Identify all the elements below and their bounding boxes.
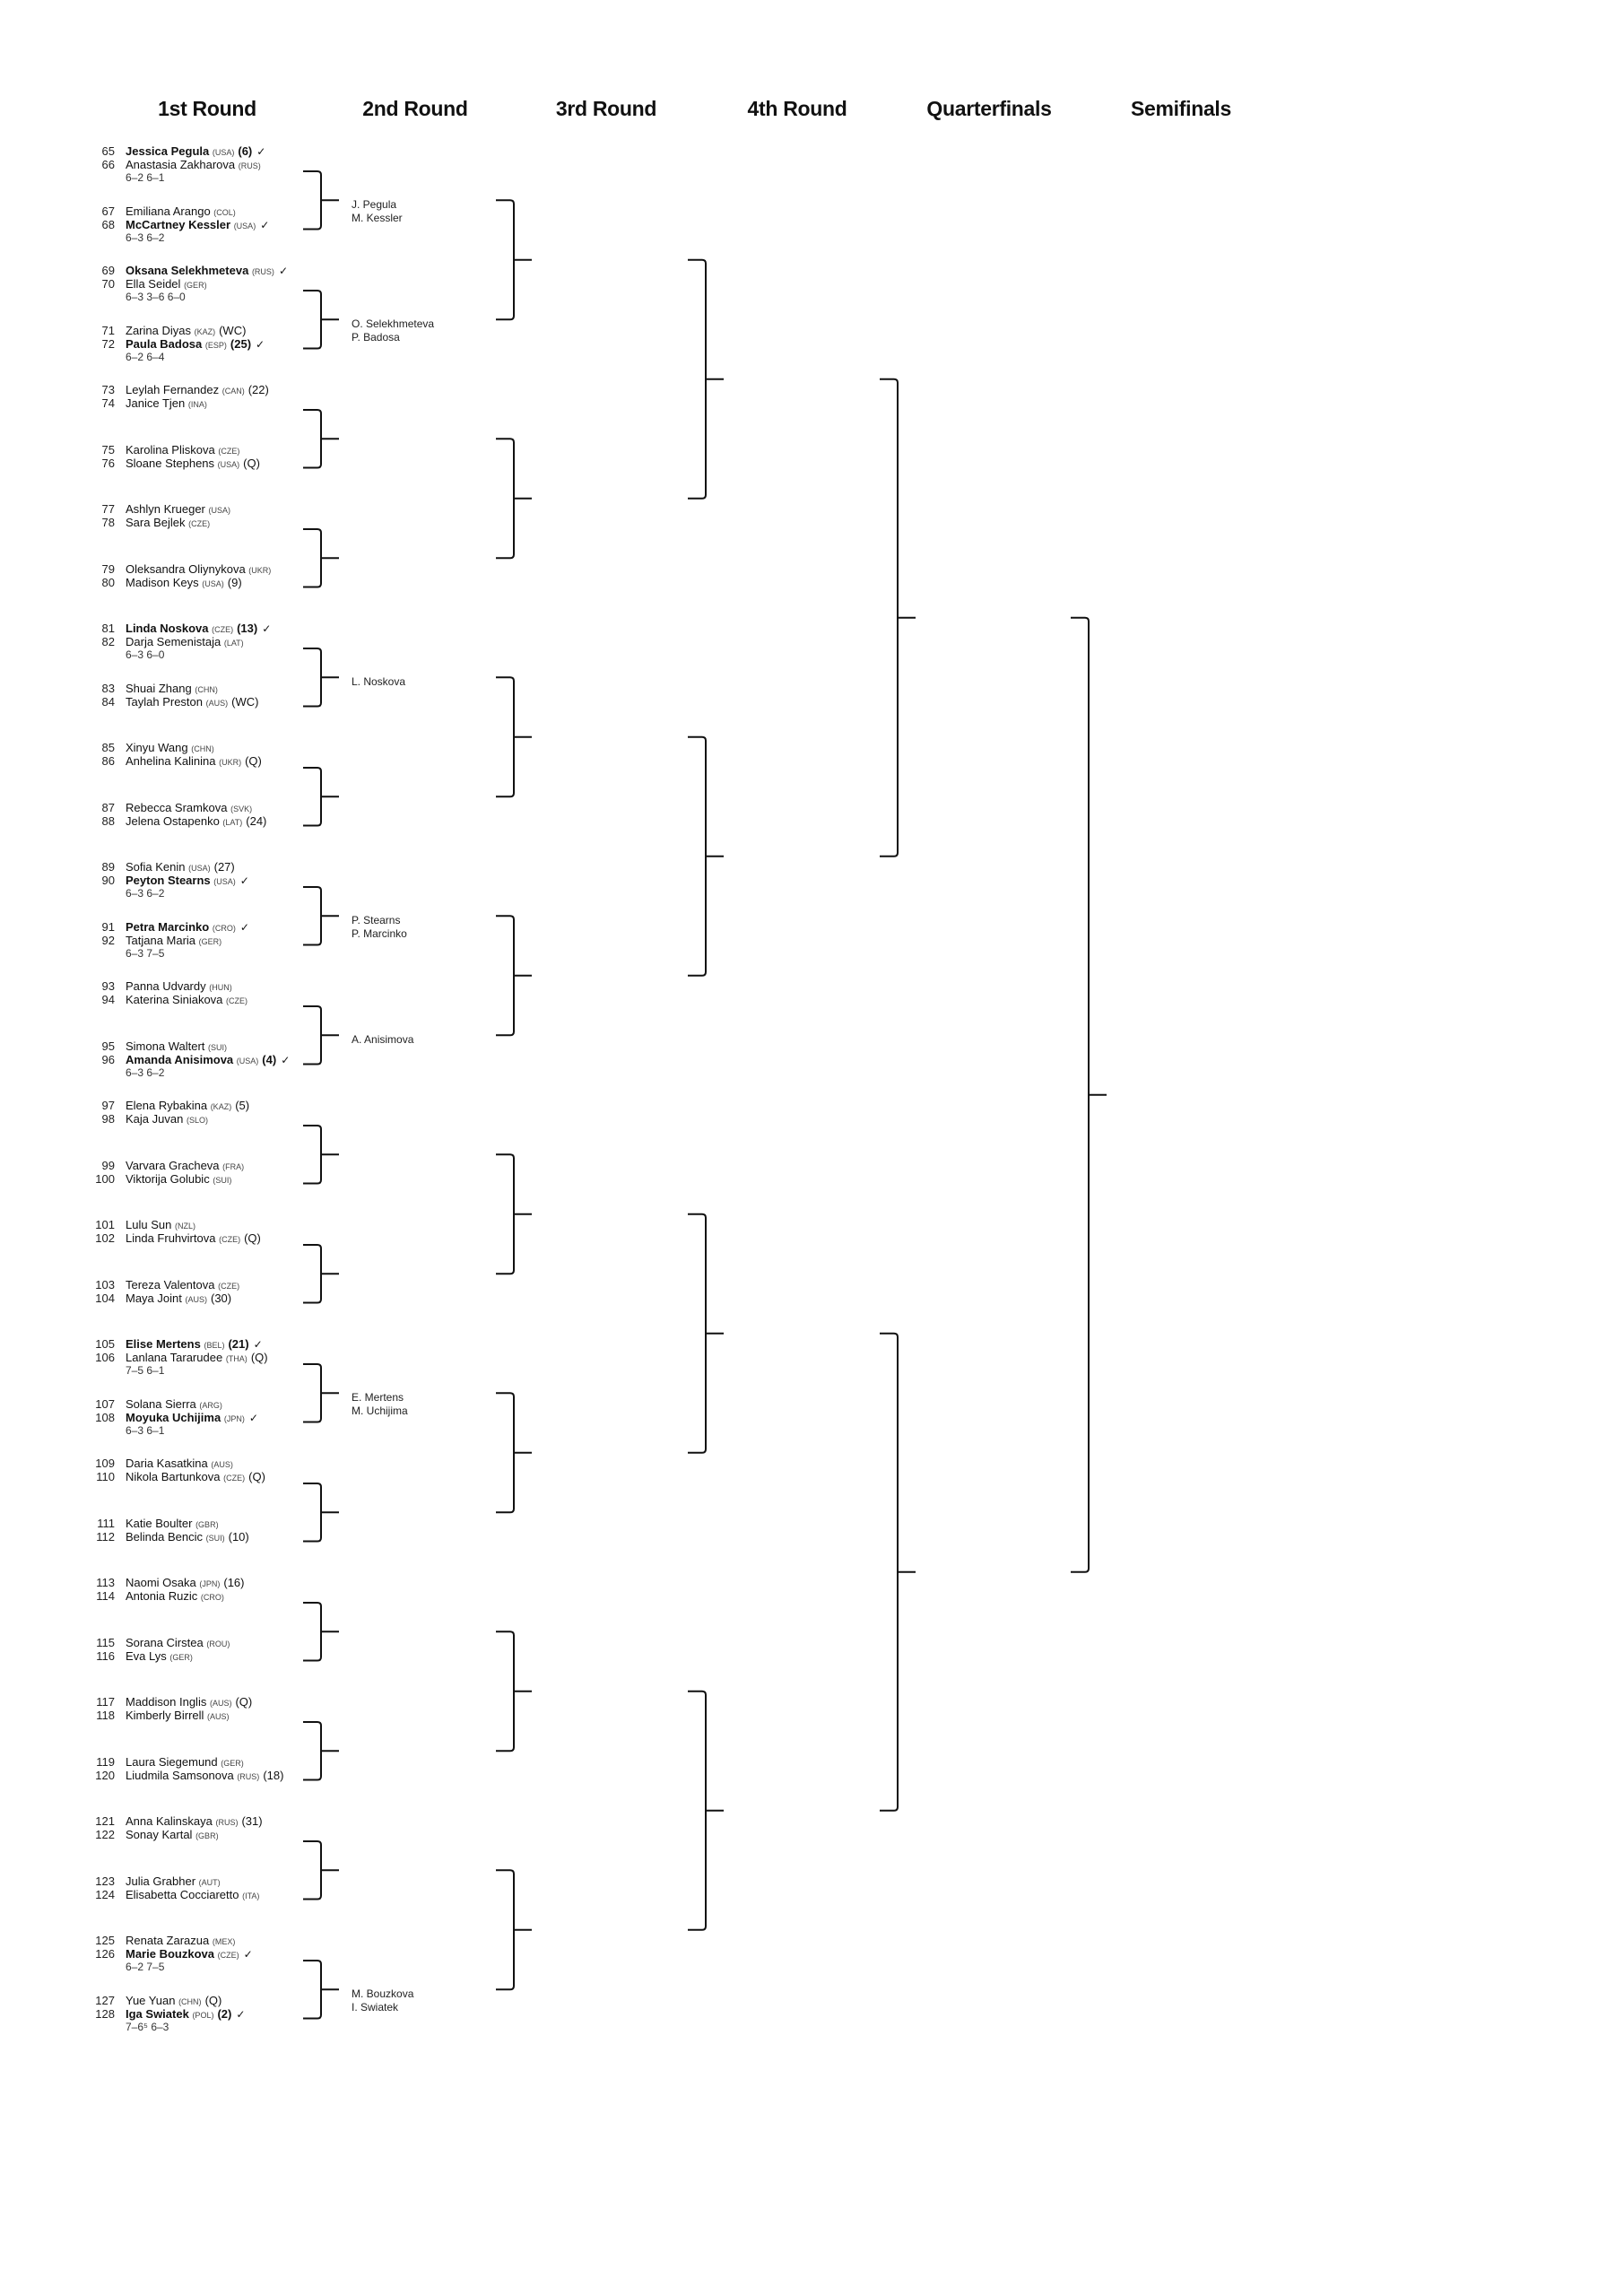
country-code: (GER) [198,936,222,946]
country-code: (USA) [208,506,231,515]
bracket-connector-r1-3 [303,410,339,468]
draw-number: 113 [96,1576,115,1589]
country-code: (AUS) [205,698,229,708]
draw-number: 127 [95,1993,115,2007]
country-code: (JPN) [223,1413,245,1423]
bracket-connector-r1-11 [303,1364,339,1422]
bracket-connector-r1-6 [303,768,339,826]
draw-number: 95 [101,1039,115,1053]
player-name-text: Oleksandra Oliynykova [126,561,246,576]
country-code: (AUS) [207,1712,230,1721]
draw-number: 124 [95,1887,115,1901]
seed-tag: (30) [211,1291,232,1305]
player-name-text: Maya Joint [126,1291,182,1305]
country-code: (SLO) [186,1116,208,1125]
bracket-connector-r3-1 [688,260,724,499]
round-header: 3rd Round [555,97,657,120]
player-name-text: Kimberly Birrell [126,1709,204,1722]
country-code: (RUS) [238,161,261,170]
country-code: (KAZ) [210,1102,232,1111]
player-name-text: Elisabetta Cocciaretto [126,1887,239,1901]
advancer-name: A. Anisimova [352,1032,414,1046]
country-code: (CZE) [219,1235,241,1244]
country-code: (ESP) [204,340,227,350]
draw-number: 71 [101,323,115,337]
advancer-name: L. Noskova [352,674,406,688]
country-code: (AUS) [185,1294,207,1304]
player-name-text: Xinyu Wang [126,741,188,754]
bracket-connector-r3-3 [688,1214,724,1453]
seed-tag: (2) [217,2006,232,2021]
seed-tag: (Q) [204,1993,222,2007]
draw-number: 112 [96,1529,115,1544]
player-name-text: Belinda Bencic [126,1529,203,1544]
draw-number: 126 [95,1947,115,1961]
match-score: 6–2 7–5 [126,1961,165,1973]
country-code: (CZE) [212,625,234,634]
bracket-connector-r2-1 [496,200,532,319]
country-code: (AUT) [198,1877,221,1887]
match-score: 6–3 6–2 [126,887,165,900]
draw-number: 105 [95,1337,115,1351]
draw-number: 125 [95,1934,115,1947]
match-score: 6–3 7–5 [126,946,165,960]
draw-number: 128 [95,2006,115,2021]
match-score: 6–3 6–0 [126,648,165,661]
draw-number: 80 [101,575,115,589]
country-code: (ARG) [199,1400,222,1410]
country-code: (CZE) [218,446,240,456]
draw-number: 94 [101,993,115,1006]
winner-check-icon: ✓ [239,920,249,934]
round-header: 4th Round [747,97,847,120]
country-code: (CZE) [218,1281,240,1291]
round-header: Semifinals [1130,97,1232,120]
player-name-text: Jelena Ostapenko [126,813,220,828]
player-name-text: Iga Swiatek [126,2006,189,2021]
player-name-text: Shuai Zhang [126,681,192,695]
seed-tag: (6) [238,144,253,158]
player-name-text: Amanda Anisimova [126,1052,234,1066]
draw-number: 65 [101,144,115,158]
seed-tag: (9) [227,575,242,589]
country-code: (CZE) [226,996,248,1005]
bracket-connector-r2-2 [496,439,532,558]
player-name-text: Ashlyn Krueger [126,502,205,516]
draw-number: 108 [95,1410,115,1424]
country-code: (CHN) [191,744,214,753]
bracket-connector-r3-2 [688,737,724,976]
country-code: (RUS) [251,267,274,276]
draw-number: 92 [101,933,115,947]
country-code: (KAZ) [194,326,216,336]
player-name-text: Petra Marcinko [126,919,210,934]
player-name-text: Oksana Selekhmeteva [126,264,249,277]
advancer-name: E. Mertens [352,1390,404,1404]
seed-tag: (22) [248,383,269,396]
country-code: (AUS) [211,1460,233,1469]
bracket-connector-r5-1 [1071,618,1107,1572]
country-code: (SUI) [205,1533,225,1543]
player-name-text: Lanlana Tararudee [126,1351,223,1364]
player-name-text: Sara Bejlek [126,516,186,529]
draw-number: 68 [101,217,115,231]
country-code: (LAT) [222,817,243,827]
draw-number: 69 [101,264,115,277]
seed-tag: (WC) [219,323,247,337]
draw-number: 107 [95,1396,115,1411]
draw-number: 104 [95,1291,115,1305]
bracket-connector-r2-7 [496,1631,532,1751]
country-code: (GBR) [195,1519,219,1529]
winner-check-icon: ✓ [253,1338,263,1351]
player-name-text: Jessica Pegula [126,144,210,158]
country-code: (FRA) [222,1161,245,1171]
winner-check-icon: ✓ [260,218,270,231]
country-code: (CZE) [188,519,211,528]
seed-tag: (21) [228,1337,249,1351]
draw-number: 101 [95,1218,115,1231]
country-code: (INA) [187,400,207,409]
winner-check-icon: ✓ [281,1053,291,1066]
draw-number: 117 [96,1695,115,1709]
player-name-text: Julia Grabher [126,1874,196,1888]
advancer-name: P. Marcinko [352,926,407,940]
country-code: (CHN) [195,684,218,694]
draw-number: 116 [96,1648,115,1663]
country-code: (GER) [184,281,207,290]
draw-number: 67 [101,204,115,218]
bracket-connector-r1-7 [303,887,339,945]
draw-number: 70 [101,277,115,291]
draw-number: 96 [101,1052,115,1066]
player-name-text: Renata Zarazua [126,1934,210,1947]
player-name-text: Laura Siegemund [126,1754,218,1769]
draw-number: 82 [101,635,115,648]
draw-number: 84 [101,694,115,709]
player-name-text: Tatjana Maria [126,933,196,947]
seed-tag: (Q) [235,1695,253,1709]
country-code: (CRO) [200,1593,224,1602]
seed-tag: (5) [235,1099,250,1112]
draw-number: 103 [95,1277,115,1292]
player-name-text: Nikola Bartunkova [126,1470,221,1483]
bracket-connector-r1-2 [303,291,339,349]
country-code: (HUN) [209,983,232,992]
country-code: (AUS) [209,1699,232,1708]
player-name-text: Zarina Diyas [126,323,191,337]
country-code: (POL) [192,2010,214,2020]
country-code: (LAT) [223,639,244,648]
country-code: (CRO) [212,923,236,933]
country-code: (GER) [169,1652,193,1662]
country-code: (RUS) [215,1818,239,1827]
bracket-connector-r1-9 [303,1126,339,1184]
player-name-text: Elise Mertens [126,1337,201,1351]
player-name-text: Simona Waltert [126,1039,205,1053]
player-name-text: Emiliana Arango [126,204,211,218]
bracket-connector-r1-4 [303,529,339,587]
seed-tag: (31) [241,1814,263,1828]
country-code: (THA) [225,1354,248,1363]
winner-check-icon: ✓ [278,265,288,277]
player-name-text: Rebecca Sramkova [126,800,228,814]
seed-tag: (Q) [250,1351,268,1364]
player-name-text: Peyton Stearns [126,874,211,887]
winner-check-icon: ✓ [256,337,265,351]
bracket-connector-r1-14 [303,1722,339,1780]
draw-number: 81 [101,622,115,635]
draw-number: 106 [95,1351,115,1364]
bracket-connector-r3-4 [688,1692,724,1930]
advancer-name: P. Badosa [352,330,400,344]
country-code: (ITA) [242,1891,260,1900]
draw-number: 79 [101,561,115,576]
country-code: (USA) [212,148,235,157]
draw-number: 120 [95,1768,115,1782]
draw-number: 119 [96,1754,115,1769]
player-name-text: Paula Badosa [126,336,203,351]
country-code: (GBR) [195,1831,219,1840]
draw-number: 86 [101,754,115,768]
draw-number: 87 [101,800,115,814]
match-score: 6–3 6–1 [126,1423,165,1437]
country-code: (CHN) [178,1996,202,2006]
player-name-text: Panna Udvardy [126,979,206,993]
match-score: 6–2 6–1 [126,171,165,184]
draw-number: 85 [101,741,115,754]
country-code: (JPN) [199,1579,221,1588]
draw-number: 110 [96,1470,115,1483]
round-header: Quarterfinals [926,97,1052,120]
player-name-text: Eva Lys [126,1648,167,1663]
draw-number: 88 [101,813,115,828]
player-name-text: Antonia Ruzic [126,1589,198,1603]
player-name-text: Leylah Fernandez [126,383,220,396]
seed-tag: (27) [213,860,235,874]
draw-number: 91 [101,919,115,934]
bracket-connector-r1-5 [303,648,339,707]
country-code: (SUI) [213,1175,232,1185]
player-name-text: Viktorija Golubic [126,1171,210,1186]
match-score: 6–2 6–4 [126,350,165,363]
draw-number: 99 [101,1158,115,1172]
winner-check-icon: ✓ [256,145,266,158]
seed-tag: (Q) [243,456,260,470]
player-name-text: Katerina Siniakova [126,993,223,1006]
bracket-connector-r2-6 [496,1393,532,1512]
player-name-text: Ella Seidel [126,277,181,291]
player-name-text: Daria Kasatkina [126,1457,208,1470]
country-code: (USA) [236,1056,259,1065]
bracket-connector-r2-3 [496,677,532,796]
player-name-text: Naomi Osaka [126,1576,196,1589]
country-code: (GER) [221,1758,244,1768]
country-code: (SUI) [208,1042,228,1052]
country-code: (CAN) [221,387,245,396]
advancer-name: M. Uchijima [352,1404,408,1417]
player-name-text: Tereza Valentova [126,1277,215,1292]
seed-tag: (18) [263,1768,284,1782]
seed-tag: (WC) [231,694,259,709]
advancer-name: P. Stearns [352,913,401,926]
draw-number: 93 [101,979,115,993]
country-code: (USA) [217,459,240,469]
bracket-connector-r4-1 [880,379,916,857]
draw-number: 118 [96,1709,115,1722]
player-name-text: Maddison Inglis [126,1695,207,1709]
winner-check-icon: ✓ [239,874,249,887]
player-name-text: Darja Semenistaja [126,635,221,648]
draw-number: 77 [101,502,115,516]
seed-tag: (24) [246,813,267,828]
country-code: (USA) [188,864,211,873]
country-code: (SVK) [230,804,253,813]
seed-tag: (Q) [248,1470,265,1483]
player-name-text: Madison Keys [126,575,199,589]
seed-tag: (Q) [244,1231,261,1245]
player-name-text: Varvara Gracheva [126,1158,220,1172]
draw-number: 66 [101,158,115,171]
country-code: (CZE) [217,1951,239,1960]
winner-check-icon: ✓ [248,1411,258,1424]
player-name-text: Anastasia Zakharova [126,158,236,171]
draw-number: 109 [95,1457,115,1470]
player-name-text: Elena Rybakina [126,1099,208,1112]
bracket-connector-r1-16 [303,1961,339,2019]
player-name-text: Karolina Pliskova [126,442,215,457]
bracket-connector-r4-2 [880,1334,916,1811]
bracket-connector-r1-15 [303,1841,339,1900]
winner-check-icon: ✓ [243,1948,253,1961]
bracket-connector-r1-10 [303,1245,339,1303]
seed-tag: (25) [230,336,252,351]
player-name-text: Liudmila Samsonova [126,1768,234,1782]
draw-number: 115 [96,1635,115,1649]
player-name-text: Taylah Preston [126,694,203,709]
match-score: 6–3 6–2 [126,230,165,244]
player-name-text: Sonay Kartal [126,1828,193,1841]
seed-tag: (Q) [245,754,262,768]
draw-number: 97 [101,1099,115,1112]
country-code: (USA) [213,877,236,886]
winner-check-icon: ✓ [236,2007,246,2021]
seed-tag: (10) [228,1529,249,1544]
player-name-text: McCartney Kessler [126,217,231,231]
seed-tag: (4) [262,1052,277,1066]
country-code: (RUS) [237,1771,260,1781]
draw-number: 102 [95,1231,115,1245]
player-name-text: Yue Yuan [126,1993,176,2007]
draw-number: 73 [101,383,115,396]
draw-number: 76 [101,456,115,470]
match-score: 6–3 6–2 [126,1065,165,1079]
country-code: (NZL) [174,1222,195,1231]
player-name-text: Anna Kalinskaya [126,1814,213,1828]
country-code: (COL) [213,207,236,217]
country-code: (USA) [202,578,224,588]
match-score: 7–5 6–1 [126,1364,165,1377]
draw-number: 111 [97,1516,115,1530]
player-name-text: Sofia Kenin [126,860,186,874]
bracket-connector-r2-8 [496,1870,532,1989]
draw-number: 74 [101,396,115,410]
draw-number: 90 [101,874,115,887]
player-name-text: Linda Fruhvirtova [126,1231,216,1245]
player-name-text: Sorana Cirstea [126,1635,204,1649]
seed-tag: (16) [223,1576,245,1589]
player-name-text: Janice Tjen [126,396,186,410]
bracket-connector-r1-8 [303,1006,339,1065]
match-score: 6–3 3–6 6–0 [126,291,186,303]
winner-check-icon: ✓ [262,622,272,635]
bracket-connector-r2-4 [496,916,532,1035]
draw-number: 75 [101,442,115,457]
country-code: (UKR) [248,565,272,575]
player-name-text: Moyuka Uchijima [126,1410,221,1424]
country-code: (BEL) [204,1341,225,1350]
player-name-text: Sloane Stephens [126,456,215,470]
bracket-connector-r1-12 [303,1483,339,1542]
round-header: 2nd Round [362,97,468,120]
advancer-name: O. Selekhmeteva [352,317,435,330]
player-name-text: Lulu Sun [126,1218,172,1231]
bracket-connector-r1-1 [303,171,339,230]
draw-number: 78 [101,516,115,529]
advancer-name: J. Pegula [352,197,397,211]
player-name-text: Anhelina Kalinina [126,754,216,768]
country-code: (CZE) [223,1474,246,1483]
draw-number: 98 [101,1112,115,1126]
country-code: (USA) [233,221,256,230]
round-header: 1st Round [158,97,256,120]
draw-number: 83 [101,681,115,695]
player-name-text: Marie Bouzkova [126,1947,214,1961]
player-name-text: Linda Noskova [126,622,209,635]
draw-number: 100 [95,1171,115,1186]
match-score: 7–6⁵ 6–3 [126,2020,169,2033]
draw-number: 121 [95,1814,115,1828]
bracket-connector-r2-5 [496,1154,532,1274]
advancer-name: M. Kessler [352,211,403,224]
draw-number: 89 [101,860,115,874]
bracket-connector-r1-13 [303,1603,339,1661]
draw-number: 122 [95,1828,115,1841]
country-code: (UKR) [219,758,242,767]
player-name-text: Kaja Juvan [126,1112,184,1126]
draw-number: 123 [95,1874,115,1888]
seed-tag: (13) [237,622,258,635]
advancer-name: M. Bouzkova [352,1987,414,2000]
player-name-text: Solana Sierra [126,1396,196,1411]
country-code: (MEX) [212,1937,236,1946]
player-name-text: Katie Boulter [126,1516,193,1530]
advancer-name: I. Swiatek [352,2000,399,2013]
draw-number: 114 [96,1589,115,1603]
draw-number: 72 [101,336,115,351]
country-code: (ROU) [206,1639,230,1648]
